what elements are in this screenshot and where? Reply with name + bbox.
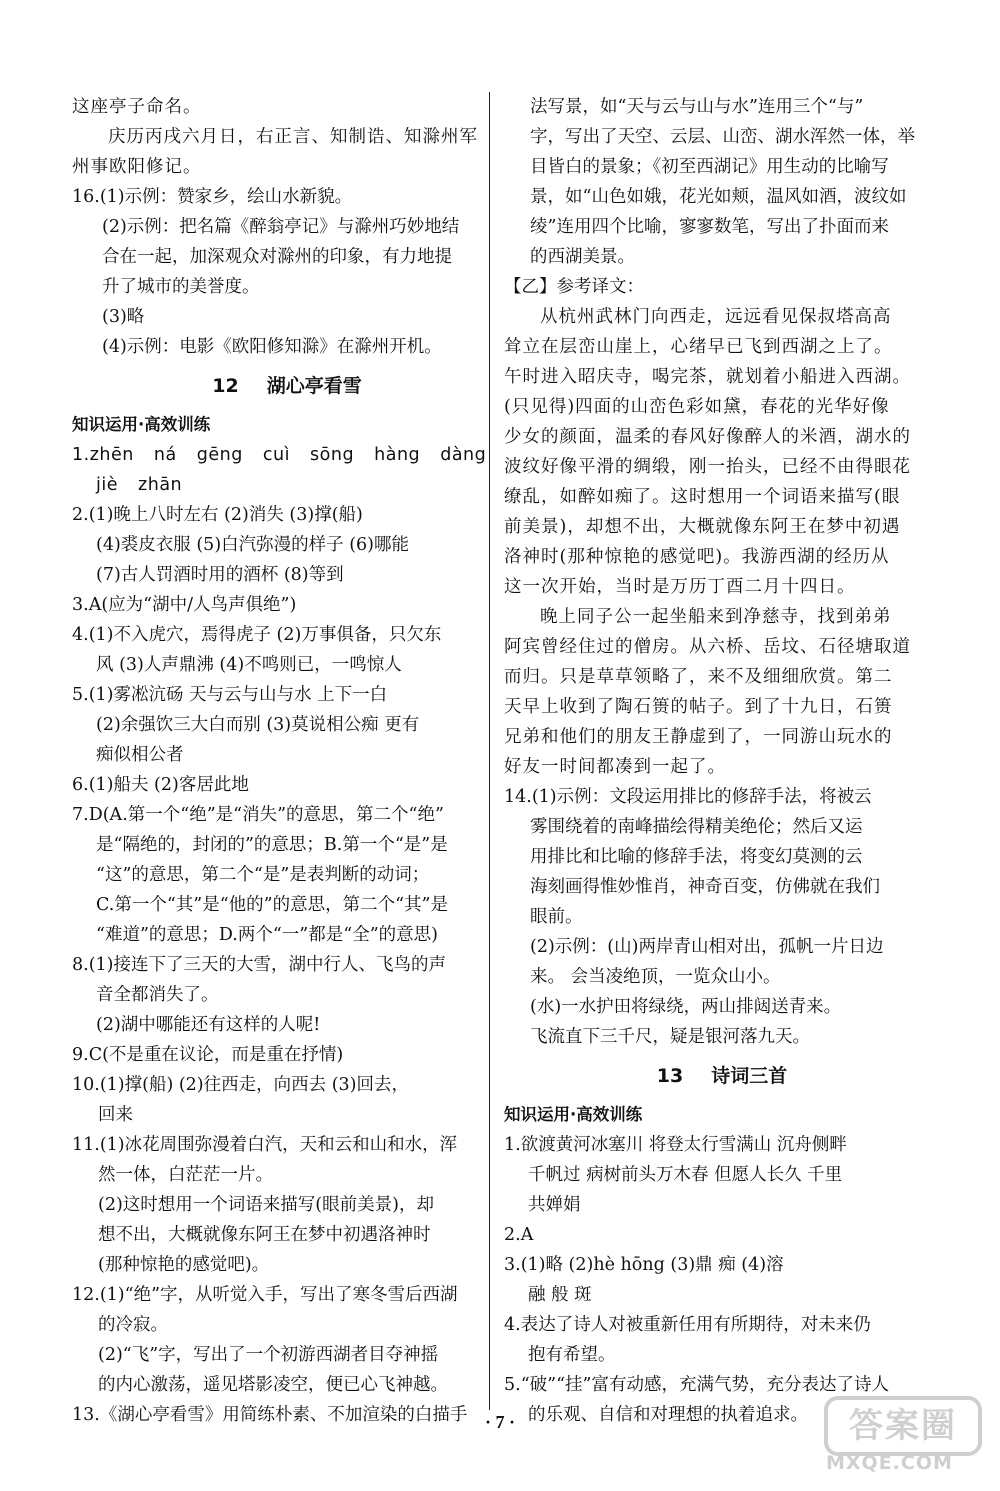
text-line: 法写景，如“天与云与山与水”连用三个“与” (530, 97, 864, 117)
right-column (504, 92, 940, 1430)
text-line: (只见得)四面的山峦色彩如黛，春花的光华好像 (504, 397, 890, 417)
watermark-logo: 答案圈 (824, 1396, 982, 1456)
text-line: 10.(1)撑(船) (2)往西走，向西去 (3)回去， (72, 1075, 409, 1095)
text-line: 的内心激荡，遥见塔影凌空，便已心飞神越。 (98, 1375, 448, 1395)
text-line: 1.zhēn ná gēng cuì sōng hàng dàng (72, 445, 487, 465)
text-line: 1.欲渡黄河冰塞川 将登太行雪满山 沉舟侧畔 (504, 1135, 847, 1155)
subsection-heading: 知识运用·高效训练 (504, 1105, 643, 1124)
subsection-heading: 知识运用·高效训练 (72, 415, 211, 434)
text-line: 而归。只是草草领略了，来不及细细欣赏。第二 (504, 667, 893, 687)
section-number: 13 (656, 1065, 684, 1087)
watermark (820, 1392, 990, 1482)
text-line: 2.(1)晚上八时左右 (2)消失 (3)撑(船) (72, 505, 363, 525)
text-line: 雾围绕着的南峰描绘得精美绝伦；然后又运 (530, 817, 863, 837)
text-line: 想不出，大概就像东阿王在梦中初遇洛神时 (98, 1225, 431, 1245)
text-line: 兄弟和他们的朋友王静虚到了，一同游山玩水的 (504, 727, 893, 747)
text-line: 字，写出了天空、云层、山峦、湖水浑然一体，举 (530, 127, 915, 147)
text-line: 缭乱，如醉如痴了。这时想用一个词语来描写(眼 (504, 487, 901, 507)
text-line: 州事欧阳修记。 (72, 157, 202, 177)
text-line: 升了城市的美誉度。 (102, 277, 260, 297)
text-line: (2)湖中哪能还有这样的人呢! (96, 1015, 321, 1035)
text-line: 天早上收到了陶石篑的帖子。到了十九日，石篑 (504, 697, 893, 717)
text-line: 14.(1)示例：文段运用排比的修辞手法，将被云 (504, 787, 872, 807)
text-line: (2)“飞”字，写出了一个初游西湖者目夺神摇 (98, 1345, 439, 1365)
text-line: 这一次开始，当时是万历丁酉二月十四日。 (504, 577, 856, 597)
text-line: 好友一时间都凑到一起了。 (504, 757, 726, 777)
text-line: 这座亭子命名。 (72, 97, 202, 117)
text-line: 洛神时(那种惊艳的感觉吧)。我游西湖的经历从 (504, 547, 890, 567)
left-column (72, 92, 502, 1430)
text-line: (7)古人罚酒时用的酒杯 (8)等到 (96, 565, 344, 585)
text-line: 4.(1)不入虎穴，焉得虎子 (2)万事俱备，只欠东 (72, 625, 442, 645)
text-line: 抱有希望。 (528, 1345, 616, 1365)
text-line: 6.(1)船夫 (2)客居此地 (72, 775, 249, 795)
text-line: 8.(1)接连下了三天的大雪，湖中行人、飞鸟的声 (72, 955, 446, 975)
text-line: (那种惊艳的感觉吧)。 (98, 1255, 270, 1275)
text-line: 千帆过 病树前头万木春 但愿人长久 千里 (528, 1165, 843, 1185)
text-line: 用排比和比喻的修辞手法，将变幻莫测的云 (530, 847, 863, 867)
section-title (504, 1056, 940, 1096)
text-line: 9.C(不是重在议论，而是重在抒情) (72, 1045, 344, 1065)
text-line: 目皆白的景象；《初至西湖记》用生动的比喻写 (530, 157, 889, 177)
text-line: 前美景)，却想不出，大概就像东阿王在梦中初遇 (504, 517, 901, 537)
text-line: 的乐观、自信和对理想的执着追求。 (528, 1405, 808, 1425)
text-line: “这”的意思，第二个“是”是表判断的动词； (96, 865, 430, 885)
text-line: 绫”连用四个比喻，寥寥数笔，写出了扑面而来 (530, 217, 889, 237)
text-line: 5.(1)雾凇沆砀 天与云与山与水 上下一白 (72, 685, 388, 705)
text-line: 16.(1)示例：赞家乡，绘山水新貌。 (72, 187, 353, 207)
text-line: 回来 (98, 1105, 133, 1125)
text-line: 的冷寂。 (98, 1315, 168, 1335)
text-line: 13.《湖心亭看雪》用简练朴素、不加渲染的白描手 (72, 1405, 468, 1425)
text-line: (2)示例：把名篇《醉翁亭记》与滁州巧妙地结 (102, 217, 460, 237)
text-line: “难道”的意思；D.两个“一”都是“全”的意思) (96, 925, 438, 945)
text-line: 11.(1)冰花周围弥漫着白汽，天和云和山和水，浑 (72, 1135, 458, 1155)
page-number: · 7 · (484, 1412, 515, 1432)
text-line: (4)裘皮衣服 (5)白汽弥漫的样子 (6)哪能 (96, 535, 409, 555)
text-line: 3.(1)略 (2)hè hōng (3)鼎 痴 (4)溶 (504, 1255, 784, 1275)
column-divider (489, 92, 490, 1410)
text-line: (2)余强饮三大白而别 (3)莫说相公痴 更有 (96, 715, 420, 735)
text-line: 晚上同子公一起坐船来到净慈寺，找到弟弟 (540, 607, 892, 627)
text-line: 痴似相公者 (96, 745, 184, 765)
text-line: 海刻画得惟妙惟肖，神奇百变，仿佛就在我们 (530, 877, 880, 897)
text-line: 5.“破”“挂”富有动感，充满气势，充分表达了诗人 (504, 1375, 889, 1395)
text-line: 来。 会当凌绝顶，一览众山小。 (530, 967, 781, 987)
text-line: 12.(1)“绝”字，从听觉入手，写出了寒冬雪后西湖 (72, 1285, 458, 1305)
text-line: 庆历丙戌六月日，右正言、知制诰、知滁州军 (108, 127, 478, 147)
text-line: (水)一水护田将绿绕，两山排闼送青来。 (530, 997, 842, 1017)
text-line: 从杭州武林门向西走，远远看见保叔塔高高 (540, 307, 892, 327)
text-line: 是“隔绝的，封闭的”的意思；B.第一个“是”是 (96, 835, 448, 855)
text-line: 波纹好像平滑的绸缎，刚一抬头，已经不由得眼花 (504, 457, 911, 477)
text-line: 3.A(应为“湖中/人鸟声俱绝”) (72, 595, 297, 615)
text-line: jiè zhān (96, 475, 183, 495)
text-line: (2)这时想用一个词语来描写(眼前美景)，却 (98, 1195, 434, 1215)
text-line: 2.A (504, 1225, 534, 1245)
text-line: (3)略 (102, 307, 145, 327)
text-line: 景，如“山色如娥，花光如颊，温风如酒，波纹如 (530, 187, 907, 207)
text-line: 午时进入昭庆寺，喝完茶，就划着小船进入西湖。 (504, 367, 911, 387)
section-title (72, 366, 502, 406)
section-title-text: 诗词三首 (711, 1065, 788, 1087)
section-number: 12 (212, 375, 239, 397)
text-line: 眼前。 (530, 907, 583, 927)
text-line: 耸立在层峦山崖上，心绪早已飞到西湖之上了。 (504, 337, 893, 357)
text-line: 共婵娟 (528, 1195, 581, 1215)
text-line: 7.D(A.第一个“绝”是“消失”的意思，第二个“绝” (72, 805, 444, 825)
text-line: 风 (3)人声鼎沸 (4)不鸣则已，一鸣惊人 (96, 655, 402, 675)
text-line: 融 般 斑 (528, 1285, 592, 1305)
text-line: 阿宾曾经住过的僧房。从六桥、岳坟、石径塘取道 (504, 637, 911, 657)
watermark-url: MXQE.COM (826, 1452, 953, 1474)
text-line: 少女的颜面，温柔的春风好像醉人的米酒，湖水的 (504, 427, 911, 447)
text-line: 飞流直下三千尺，疑是银河落九天。 (530, 1027, 810, 1047)
text-line: 4.表达了诗人对被重新任用有所期待，对未来仍 (504, 1315, 871, 1335)
text-line: (2)示例：(山)两岸青山相对出，孤帆一片日边 (530, 937, 884, 957)
section-title-text: 湖心亭看雪 (266, 375, 362, 397)
text-line: (4)示例：电影《欧阳修知滁》在滁州开机。 (102, 337, 442, 357)
text-line: C.第一个“其”是“他的”的意思，第二个“其”是 (96, 895, 449, 915)
text-line: 音全都消失了。 (96, 985, 219, 1005)
text-line: 合在一起，加深观众对滁州的印象，有力地提 (102, 247, 452, 267)
text-line: 【乙】参考译文： (504, 277, 644, 297)
text-line: 然一体，白茫茫一片。 (98, 1165, 273, 1185)
text-line: 的西湖美景。 (530, 247, 635, 267)
